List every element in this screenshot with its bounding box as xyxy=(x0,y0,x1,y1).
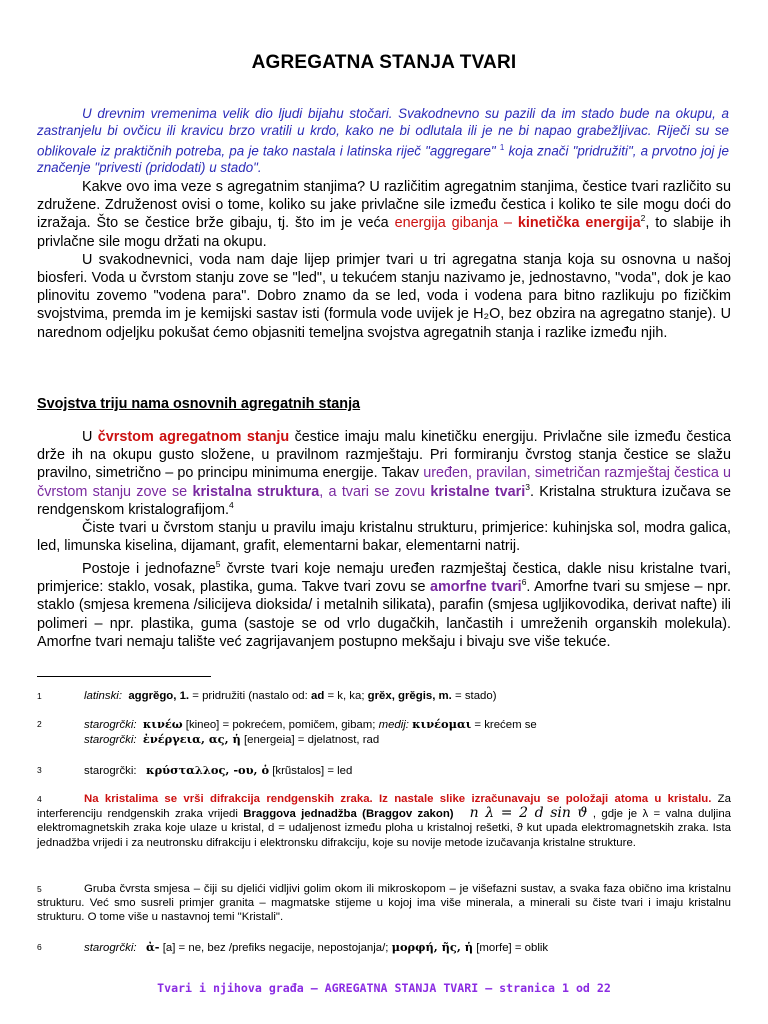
bragg-law-term: Braggova jednadžba (Braggov zakon) xyxy=(243,808,454,821)
footnote-text: Gruba čvrsta smjesa – čiji su djelići vidljivi golim okom ili mikroskopom – je višefazni sustav, a svaka faza obično ima kristalnu strukturu. Već smo susreli primjer granita – magmatske stijeme u kojoj ima više minerala, a minerali su čiste tvari i imaju kristalnu strukturu. O tome više u nastavnoj temi "Kristali". xyxy=(37,883,731,924)
footnote-2 xyxy=(37,717,731,747)
footnote-1 xyxy=(37,689,731,703)
paragraph-agregatna-stanja xyxy=(37,178,731,251)
body-block-3 xyxy=(37,560,731,651)
footnote-ref-2[interactable]: 2 xyxy=(640,213,646,224)
footnote-separator xyxy=(37,676,211,677)
footnote-ref-4[interactable]: 4 xyxy=(228,500,234,511)
label: medij: xyxy=(378,719,409,731)
term: ad xyxy=(310,690,325,702)
paragraph-amorfne-tvari xyxy=(37,560,731,651)
footnote-number: 1 xyxy=(37,691,42,701)
intro-paragraph xyxy=(37,106,729,177)
greek-term: κρύσταλλος, -ου, ὁ xyxy=(146,763,270,777)
text: [a] = ne, bez /prefiks negacije, nepostojanja/; xyxy=(159,942,392,954)
footnote-ref-6[interactable]: 6 xyxy=(521,577,527,588)
text: , to slabije ih privlačne sile mogu držati na okupu. xyxy=(37,215,731,250)
text: [morfe] = oblik xyxy=(473,942,549,954)
text: čvrste tvari koje nemaju uređen razmještaj čestica, dakle nisu kristalne tvari, primjerice: staklo, vosak, plastika, guma. Takve tvari zovu se xyxy=(37,561,731,596)
page-title: AGREGATNA STANJA TVARI xyxy=(251,52,517,73)
footnote-5 xyxy=(37,882,731,925)
body-block-2 xyxy=(37,428,731,555)
energy-term: energija gibanja – xyxy=(394,215,518,232)
text: čestice imaju malu kinetičku energiju. Privlačne sile između čestica drže ih na okupu gusto složene, u pravilnom razmještaju. Pri formiranju čvrstog stanja čestice se slažu pravilno, simetrično – po principu minimuma energije. Takav xyxy=(37,429,731,482)
footnote-text xyxy=(84,940,731,955)
text: Za interferenciju rendgenskih zraka vrijedi xyxy=(37,793,731,821)
text: [energeia] = djelatnost, rad xyxy=(240,734,380,747)
label: starogrčki: xyxy=(84,942,137,954)
greek-term: ἀ- xyxy=(146,940,160,954)
text: U xyxy=(82,429,98,445)
text: [kineo] = pokrećem, pomičem, gibam; xyxy=(182,719,379,731)
footnote-6 xyxy=(37,940,731,955)
text: , a tvari se zovu xyxy=(319,483,431,500)
text: uređen, pravilan, simetričan razmještaj čestica u čvrstom stanju zove se xyxy=(37,465,731,500)
text: [krũstalos] = led xyxy=(269,765,353,777)
paragraph-ciste-tvari: Čiste tvari u čvrstom stanju u pravilu imaju kristalnu strukturu, primjerice: kuhinjska sol, modra galica, led, limunska kiselina, dijamant, grafit, elementarni bakar, elementarni natrij. xyxy=(37,520,731,555)
text: = stado) xyxy=(451,690,497,702)
footnote-ref-3[interactable]: 3 xyxy=(525,481,530,492)
text: Postoje i jednofazne xyxy=(82,561,216,577)
section-heading: Svojstva triju nama osnovnih agregatnih stanja xyxy=(37,396,361,412)
kinetic-energy-term: kinetička energija xyxy=(517,215,641,232)
footnote-text xyxy=(84,763,731,778)
solid-state-term: čvrstom agregatnom stanju xyxy=(97,429,290,445)
body-block-1 xyxy=(37,178,731,342)
term: grĕx, grĕgis, m. xyxy=(367,690,452,702)
intro-text-1: U drevnim vremenima velik dio ljudi bijahu stočari. Svakodnevno su pazili da im stado bude na okupu, a zastranjelu bi ovčicu ili kravicu brzo vratili u krdo, kako ne bi odlutala ili je ne bi napao grabežljivac. Riječi su se oblikovale iz praktičnih potreba, pa je tako nastala i latinska riječ "aggregare" xyxy=(37,106,729,159)
paragraph-voda: U svakodnevnici, voda nam daje lijep primjer tvari u tri agregatna stanja koja su osnovna u našoj biosferi. Voda u čvrstom stanju zove se "led", u tekućem stanju nazivamo je, jednostavno, "voda", dok je kao plinovitu zovemo "vodena para". Dobro znamo da se led, voda i vodena para bitno razlikuju po fizičkim svojstvima, premda im je kemijski sastav isti (formula vode uvijek je H₂O, bez obzira na agregatno stanje). U narednom odjeljku pokušat ćemo objasniti temeljna svojstva agregatnih stanja i razlike između njih. xyxy=(37,251,731,341)
intro-text-2: koja znači "pridružiti", a prvotno joj je značenje "privesti (pridodati) u stado". xyxy=(37,143,729,175)
footnote-3 xyxy=(37,763,731,778)
label: starogrčki: xyxy=(84,719,137,731)
footnote-number: 2 xyxy=(37,719,42,729)
footnote-4 xyxy=(37,792,731,850)
term: aggrĕgo, 1. xyxy=(128,690,190,702)
greek-term: κινέομαι xyxy=(412,717,472,731)
text: = k, ka; xyxy=(324,690,368,702)
label: starogrčki: xyxy=(84,765,137,777)
crystalline-substances-term: kristalne tvari xyxy=(430,483,526,500)
crystal-structure-term: kristalna struktura xyxy=(192,483,320,500)
text: . Amorfne tvari su smjese – npr. staklo (smjesa kremena /silicijeva dioksida/ i metalnih silikata), parafin (smjesa ugljikovodika, derivat nafte) ili polimeri – npr. plastika, guma (sastoje se od vrlo dugačkih, lančastih i umreženih organskih molekula). Amorfne tvari nemaju talište već zagrijavanjem postupno mekšaju i bivaju sve više tekuće. xyxy=(37,579,732,650)
footnote-text xyxy=(84,717,731,747)
text: = pridružiti (nastalo od: xyxy=(189,690,311,702)
footnote-text xyxy=(84,689,731,703)
page-footer: Tvari i njihova građa – AGREGATNA STANJA TVARI – stranica 1 od 22 xyxy=(157,981,611,995)
paragraph-cvrsto-stanje xyxy=(37,428,731,519)
label: starogrčki: xyxy=(84,734,137,747)
footnote-number: 3 xyxy=(37,765,42,775)
footnote-ref-5[interactable]: 5 xyxy=(215,559,221,570)
amorphous-term: amorfne tvari xyxy=(430,579,522,596)
greek-term: ἐνέργεια, ας, ἡ xyxy=(142,732,241,747)
footnote-number: 4 xyxy=(37,794,42,804)
text: = krećem se xyxy=(471,719,537,731)
label: latinski: xyxy=(84,690,122,702)
greek-term: κινέω xyxy=(142,717,183,731)
text: Kakve ovo ima veze s agregatnim stanjima? U različitim agregatnim stanjima, čestice tvari različito su združene. Združenost ovisi o tome, koliko su jake privlačne sile između čestica i koliko te sile mogu doći do izražaja. Što se čestice brže gibaju, tj. što im je veća xyxy=(37,179,731,232)
highlight: Na kristalima se vrši difrakcija rendgenskih zraka. Iz nastale slike izračunavaju se položaji atoma u kristalu. xyxy=(84,793,712,805)
footnote-number: 5 xyxy=(37,884,42,894)
footnote-number: 6 xyxy=(37,942,42,952)
text: , gdje je λ = valna duljina elektromagnetskih zraka koje ulaze u kristal, d = udaljenost između ploha u kristalnoj rešetki, ϑ kut upada elektromagnetskih zraka. Ista jednadžba vrijedi i za neutronsku difrakciju i elektronsku difrakciju, koje su novije metode izučavanja kristalne strukture. xyxy=(37,808,732,849)
text: . Kristalna struktura izučava se rendgenskom kristalografijom. xyxy=(37,483,732,518)
greek-term: μορφή, ῆς, ἡ xyxy=(391,940,474,954)
footnote-text xyxy=(37,792,731,850)
footnote-ref-1[interactable]: 1 xyxy=(499,142,505,152)
bragg-formula: n λ = 2 d sin ϑ xyxy=(469,805,588,822)
